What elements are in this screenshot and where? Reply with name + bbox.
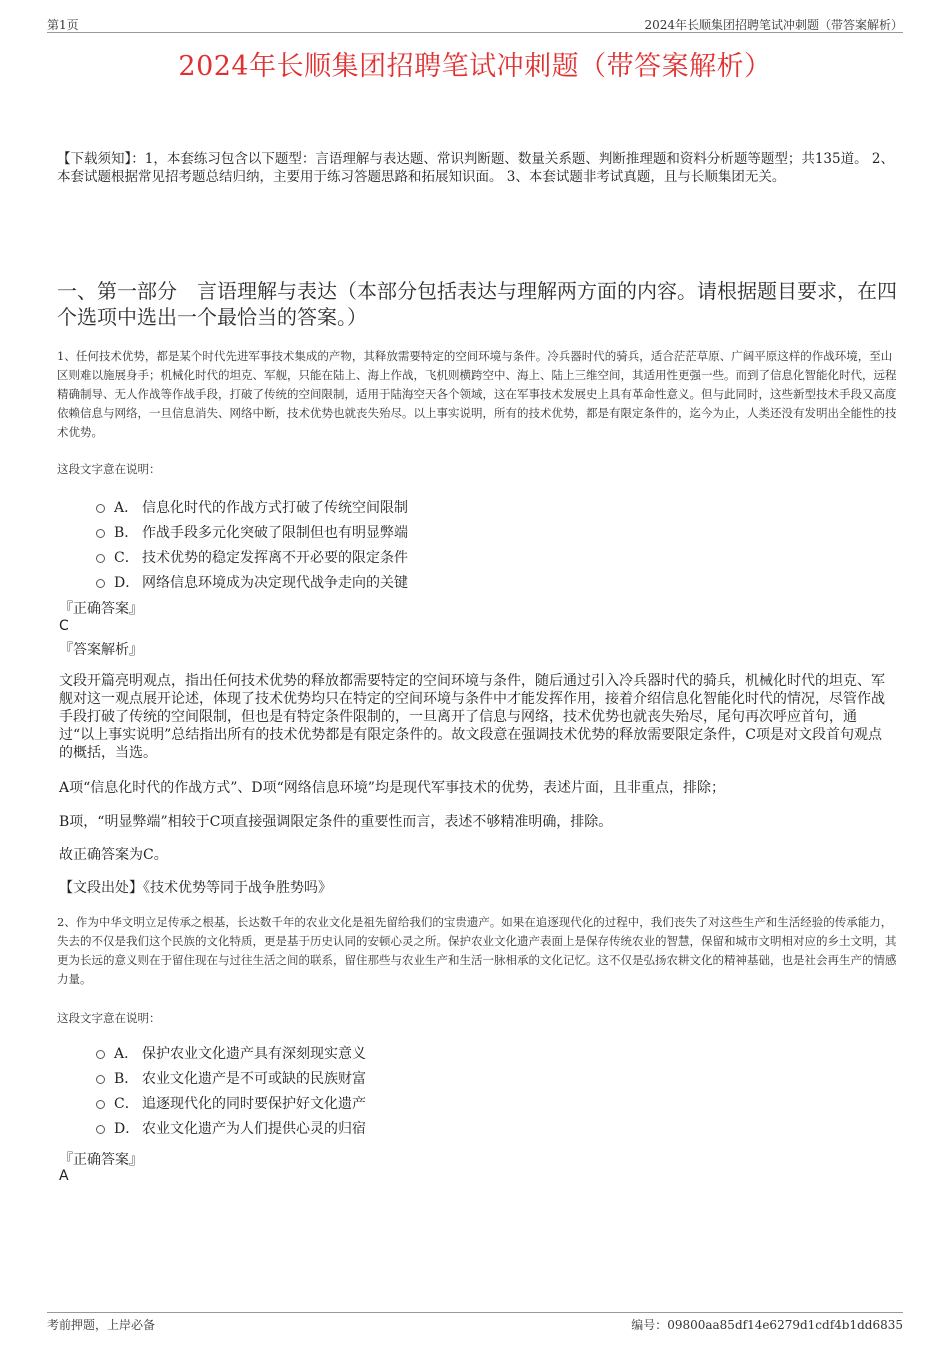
analysis-paragraph-1: 文段开篇亮明观点，指出任何技术优势的释放都需要特定的空间环境与条件，随后通过引入冷兵器时代的骑兵，机械化时代的坦克、军舰对这一观点展开论述，体现了技术优势均只在特定的空间环境与条件中才能发挥作用，接着介绍信息化智能化时代的情况，尽管作战手段打破了传统的空间限制，但也是有特定条件限制的，一旦离开了信息与网络，技术优势也就丧失殆尽，尾句再次呼应首句，通过“以上事实说明”总结指出所有的技术优势都是有限定条件的。故文段意在强调技术优势的释放需要限定条件，C项是对文段首句观点的概括，当选。: [59, 673, 885, 761]
document-title: 2024年长顺集团招聘笔试冲刺题（带答案解析）: [178, 51, 772, 82]
question-1-prompt: 这段文字意在说明：: [57, 462, 161, 476]
question-1-text: 1、任何技术优势，都是某个时代先进军事技术集成的产物，其释放需要特定的空间环境与条件。冷兵器时代的骑兵，适合茫茫草原、广阔平原这样的作战环境，至山区则难以施展身手；机械化时代的坦克、军舰，只能在陆上、海上作战，飞机则横跨空中、海上、陆上三维空间，其适用性更强一些。而到了信息化智能化时代，远程精确制导、无人作战等作战手段，打破了传统的空间限制，适用于陆海空天各个领域，这在军事技术发展史上具有革命性意义。但与此同时，这些新型技术手段又高度依赖信息与网络，一旦信息消失、网络中断，技术优势也就丧失殆尽。以上事实说明，所有的技术优势，都是有限定条件的，迄今为止，人类还没有发明出全能性的技术优势。: [57, 349, 897, 439]
option-b[interactable]: B． 作战手段多元化突破了限制但也有明显弊端: [96, 519, 408, 544]
analysis-paragraph-3: B项，“明显弊端”相较于C项直接强调限定条件的重要性而言，表述不够精准明确，排除。: [59, 814, 613, 830]
page-header: [47, 16, 903, 33]
option-c[interactable]: C． 追逐现代化的同时要保护好文化遗产: [96, 1090, 366, 1115]
question-1-options: [96, 494, 408, 594]
page-number: 第1页: [47, 18, 79, 32]
radio-icon[interactable]: [96, 1100, 105, 1109]
footer-slogan: 考前押题，上岸必备: [47, 1318, 156, 1332]
analysis-paragraph-2: A项“信息化时代的作战方式”、D项“网络信息环境”均是现代军事技术的优势，表述片面，且非重点，排除；: [59, 780, 725, 796]
radio-icon[interactable]: [96, 554, 105, 563]
question-2-prompt: 这段文字意在说明：: [57, 1011, 161, 1025]
page-footer: [47, 1312, 903, 1332]
option-a[interactable]: A． 信息化时代的作战方式打破了传统空间限制: [96, 494, 408, 519]
answer-label: 『正确答案』: [59, 601, 143, 617]
footer-serial: 编号：09800aa85df14e6279d1cdf4b1dd6835: [631, 1318, 903, 1332]
option-d[interactable]: D． 网络信息环境成为决定现代战争走向的关键: [96, 569, 408, 594]
option-c[interactable]: C． 技术优势的稳定发挥离不开必要的限定条件: [96, 544, 408, 569]
radio-icon[interactable]: [96, 529, 105, 538]
question-2-text: 2、作为中华文明立足传承之根基，长达数千年的农业文化是祖先留给我们的宝贵遗产。如果在追逐现代化的过程中，我们丧失了对这些生产和生活经验的传承能力，失去的不仅是我们这个民族的文化特质，更是基于历史认同的安顿心灵之所。保护农业文化遗产表面上是保存传统农业的智慧，保留和城市文明相对应的乡土文明，其更为长远的意义则在于留住现在与过往生活之间的联系，留住那些与农业生产和生活一脉相承的文化记忆。这不仅是弘扬农耕文化的精神基础，也是社会再生产的情感力量。: [57, 915, 897, 986]
option-d[interactable]: D． 农业文化遗产为人们提供心灵的归宿: [96, 1115, 366, 1140]
radio-icon[interactable]: [96, 1075, 105, 1084]
radio-icon[interactable]: [96, 579, 105, 588]
option-a[interactable]: A． 保护农业文化遗产具有深刻现实意义: [96, 1040, 366, 1065]
radio-icon[interactable]: [96, 504, 105, 513]
analysis-label: 『答案解析』: [59, 642, 143, 658]
answer-label: 『正确答案』: [59, 1152, 143, 1168]
section-heading: 一、第一部分 言语理解与表达（本部分包括表达与理解两方面的内容。请根据题目要求，在四个选项中选出一个最恰当的答案。）: [57, 279, 897, 329]
download-notice: 【下载须知】：1，本套练习包含以下题型：言语理解与表达题、常识判断题、数量关系题、判断推理题和资料分析题等题型；共135道。 2、本套试题根据常见招考题总结归纳，主要用于练习答题思路和拓展知识面。 3、本套试题非考试真题，且与长顺集团无关。: [57, 151, 894, 185]
header-doc-title: 2024年长顺集团招聘笔试冲刺题（带答案解析）: [644, 18, 903, 32]
answer-value: C: [59, 618, 69, 634]
question-2-options: [96, 1040, 366, 1140]
option-b[interactable]: B． 农业文化遗产是不可或缺的民族财富: [96, 1065, 366, 1090]
radio-icon[interactable]: [96, 1125, 105, 1134]
answer-value: A: [59, 1168, 69, 1184]
radio-icon[interactable]: [96, 1050, 105, 1059]
source-citation: 【文段出处】《技术优势等同于战争胜势吗》: [59, 880, 332, 896]
analysis-paragraph-4: 故正确答案为C。: [59, 847, 168, 863]
